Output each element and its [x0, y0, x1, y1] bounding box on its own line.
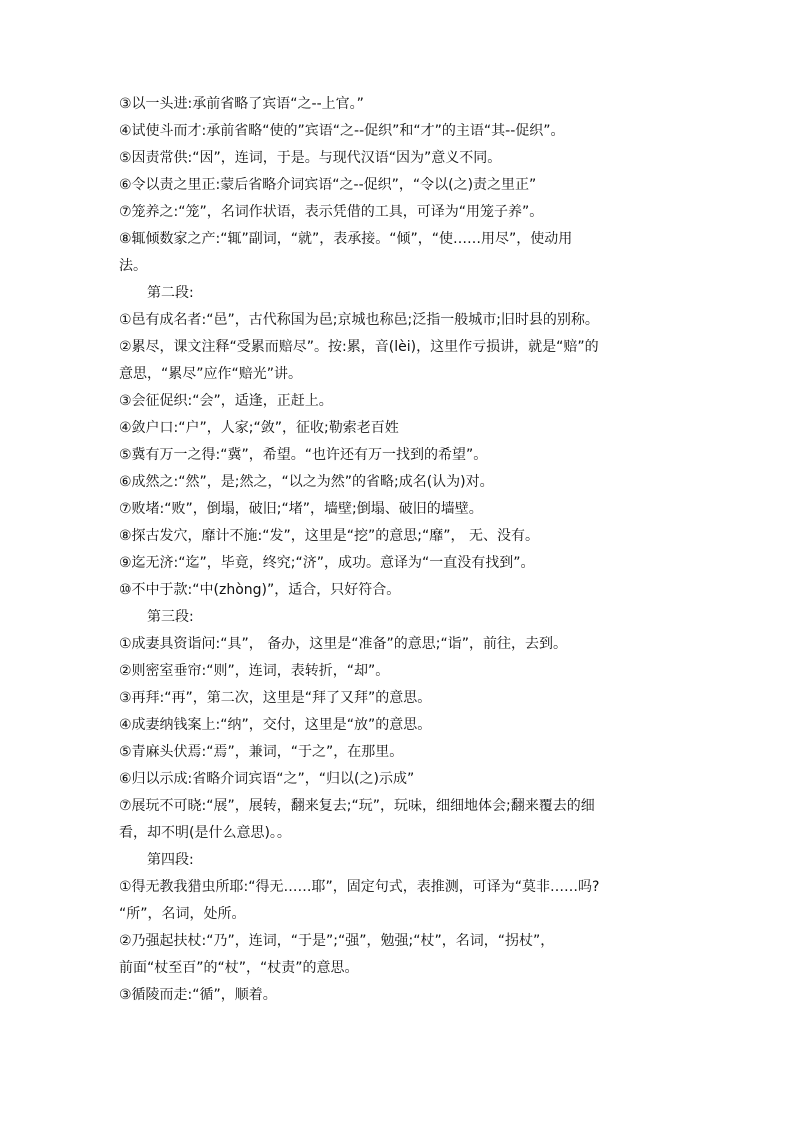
text-line: ⑤冀有万一之得:“冀”，希望。“也许还有万一找到的希望”。 — [119, 447, 488, 463]
text-line: ③以一头进:承前省略了宾语“之--上官。” — [119, 96, 364, 112]
text-line: ⑤因责常供:“因”，连词，于是。与现代汉语“因为”意义不同。 — [119, 150, 502, 166]
section-heading: 第四段: — [147, 852, 194, 868]
text-line: ④试使斗而才:承前省略“使的”宾语“之--促织”和“才”的主语“其--促织”。 — [119, 123, 565, 139]
text-line: ⑦笼养之:“笼”，名词作状语，表示凭借的工具，可译为“用笼子养”。 — [119, 204, 544, 220]
text-line: ②累尽，课文注释“受累而赔尽”。按:累，音(lèi)，这里作亏损讲，就是“赔”的 — [119, 339, 599, 355]
text-line: ⑩不中于款:“中(zhòng)”，适合，只好符合。 — [119, 582, 401, 598]
section-heading: 第二段: — [147, 285, 194, 301]
text-line: ②乃强起扶杖:“乃”，连词，“于是”;“强”，勉强;“杖”，名词，“拐杖”， — [119, 933, 555, 949]
text-line: ①成妻具资诣问:“具”， 备办，这里是“准备”的意思;“诣”，前往，去到。 — [119, 636, 567, 652]
text-line: ⑤青麻头伏焉:“焉”，兼词，“于之”，在那里。 — [119, 744, 404, 760]
text-line: ②则密室垂帘:“则”，连词，表转折，“却”。 — [119, 663, 390, 679]
text-line: 看，却不明(是什么意思)。。 — [119, 825, 291, 841]
text-line: ⑥归以示成:省略介词宾语“之”，“归以(之)示成” — [119, 771, 415, 787]
text-line: ④成妻纳钱案上:“纳”，交付，这里是“放”的意思。 — [119, 717, 432, 733]
section-heading: 第三段: — [147, 609, 194, 625]
text-line: ⑥成然之:“然”，是;然之，“以之为然”的省略;成名(认为)对。 — [119, 474, 494, 490]
text-line: 法。 — [119, 258, 147, 274]
text-line: 意思，“累尽”应作“赔光”讲。 — [119, 366, 303, 382]
text-line: ③会征促织:“会”，适逢，正赶上。 — [119, 393, 333, 409]
text-line: ④敛户口:“户”，人家;“敛”，征收;勒索老百姓 — [119, 420, 399, 436]
text-line: “所”，名词，处所。 — [119, 906, 246, 922]
text-line: 前面“杖至百”的“杖”，“杖责”的意思。 — [119, 960, 359, 976]
text-line: ⑨迄无济:“迄”，毕竟，终究;“济”，成功。意译为“一直没有找到”。 — [119, 555, 535, 571]
text-line: ⑧探古发穴，靡计不施:“发”，这里是“挖”的意思;“靡”， 无、没有。 — [119, 528, 539, 544]
text-line: ③循陵而走:“循”，顺着。 — [119, 987, 277, 1003]
text-line: ③再拜:“再”，第二次，这里是“拜了又拜”的意思。 — [119, 690, 432, 706]
text-line: ⑦展玩不可晓:“展”，展转，翻来复去;“玩”，玩味，细细地体会;翻来覆去的细 — [119, 798, 595, 814]
document-page — [119, 91, 679, 1009]
text-line: ①邑有成名者:“邑”，古代称国为邑;京城也称邑;泛指一般城市;旧时县的别称。 — [119, 312, 599, 328]
text-line: ①得无教我猎虫所耶:“得无……耶”，固定句式，表推测，可译为“莫非……吗? — [119, 879, 600, 895]
text-line: ⑦败堵:“败”，倒塌，破旧;“堵”，墙壁;倒塌、破旧的墙壁。 — [119, 501, 483, 517]
text-line: ⑧辄倾数家之产:“辄”副词，“就”，表承接。“倾”，“使……用尽”，使动用 — [119, 231, 573, 247]
text-line: ⑥令以责之里正:蒙后省略介词宾语“之--促织”，“令以(之)责之里正” — [119, 177, 537, 193]
